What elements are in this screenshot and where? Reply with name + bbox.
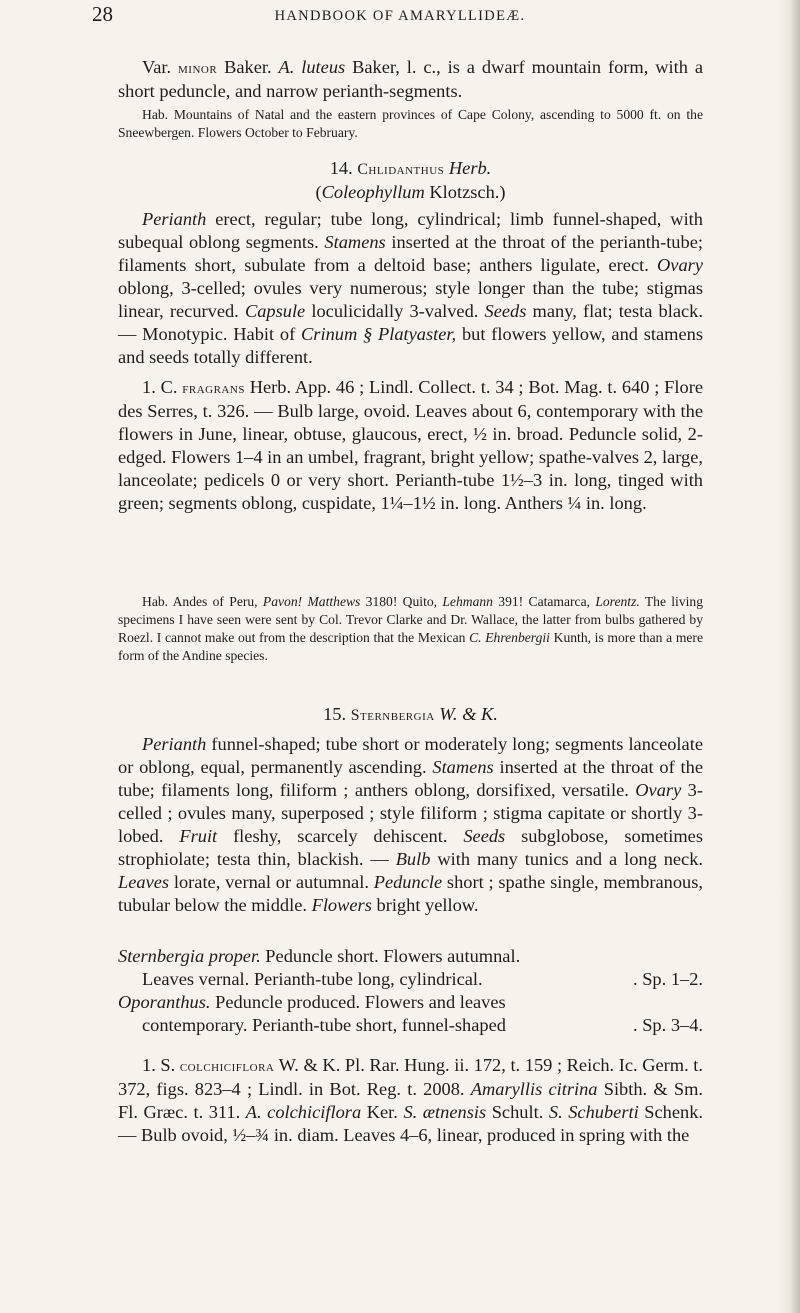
species-colchiciflora [118, 1054, 703, 1147]
genus-author: W. & K. [439, 704, 498, 724]
key-entry-2-line-2 [118, 1014, 703, 1037]
key-text: Leaves vernal. Perianth-tube long, cylindrical. [142, 969, 483, 989]
species-fragrans-habitat [118, 593, 703, 665]
description-tail: but flowers yellow, and stamens and seeds totally different. [118, 324, 704, 367]
peduncle-text: short ; spathe single, membranous, tubular below the middle. [118, 872, 703, 915]
hab-text-2: 3180! Quito, [365, 594, 438, 609]
bulb-label: Bulb [395, 849, 431, 869]
habitat-text: Hab. Mountains of Natal and the eastern provinces of Cape Colony, ascending to 5000 ft. on the Sneewbergen. Flowers October to February. [118, 107, 703, 140]
key-text: contemporary. Perianth-tube short, funnel-shaped [142, 1015, 506, 1035]
species-ehrenbergii: C. Ehrenbergii [469, 630, 550, 645]
key-species-range: . Sp. 1–2. [633, 969, 703, 989]
stamens-text: inserted at the throat of the tube; filaments long, filiform ; anthers oblong, dorsifixed, versatile. [118, 757, 703, 800]
seeds-label: Seeds [463, 826, 506, 846]
crinum-reference: Crinum § Platyaster, [301, 324, 457, 344]
ovary-text: oblong, 3-celled; ovules very numerous; style longer than the tube; stigmas linear, recurved. [118, 278, 703, 321]
perianth-label: Perianth [142, 209, 207, 229]
key-text: Peduncle short. Flowers autumnal. [265, 946, 521, 966]
fruit-label: Fruit [179, 826, 218, 846]
key-text: Peduncle produced. Flowers and leaves [215, 992, 506, 1012]
species-text-4: Schult. [491, 1102, 544, 1122]
collector-lehmann: Lehmann [442, 594, 493, 609]
flowers-text: bright yellow. [376, 895, 479, 915]
hab-text-3: 391! Catamarca, [498, 594, 591, 609]
bulb-text: with many tunics and a long neck. [437, 849, 704, 869]
collector-pavon: Pavon! [262, 594, 303, 609]
hab-text-1: Hab. Andes of Peru, [142, 594, 258, 609]
species-number: 1. S. [142, 1055, 176, 1075]
var-author: Baker. [224, 57, 272, 77]
ovary-text: 3-celled ; ovules many, superposed ; style filiform ; stigma capitate or shortly 3-lobed. [118, 780, 703, 846]
genus-15-description [118, 733, 703, 917]
synonym-s-aetnensis: S. ætnensis [403, 1102, 487, 1122]
page-number: 28 [92, 2, 113, 26]
genus-15-heading [118, 703, 703, 727]
genus-name: Chlidanthus [357, 161, 445, 178]
perianth-text: funnel-shaped; tube short or moderately long; segments lanceolate or oblong, equal, permanently ascending. [118, 734, 703, 777]
key-species-range: . Sp. 3–4. [633, 1015, 703, 1035]
species-text-2: Sibth. & Sm. Fl. Græc. t. 311. [118, 1079, 703, 1122]
perianth-text: erect, regular; tube long, cylindrical; limb funnel-shaped, with subequal oblong segments. [118, 209, 703, 252]
running-head: HANDBOOK OF AMARYLLIDEÆ. [274, 8, 526, 24]
var-text: Baker, l. c., is a dwarf mountain form, with a short peduncle, and narrow perianth-segments. [118, 57, 703, 101]
perianth-label: Perianth [142, 734, 207, 754]
section-key [118, 945, 703, 1037]
leaves-label: Leaves [118, 872, 170, 892]
key-section-name: Oporanthus. [118, 992, 211, 1012]
fruit-text: fleshy, scarcely dehiscent. [233, 826, 448, 846]
seeds-text: many, flat; testa black.— Monotypic. Habit of [118, 301, 703, 344]
synonym-s-schuberti: S. Schuberti [548, 1102, 639, 1122]
key-entry-2-line-1 [118, 991, 703, 1014]
genus-number: 14. [329, 158, 353, 178]
seeds-text: subglobose, sometimes strophiolate; testa thin, blackish. — [118, 826, 704, 869]
synonym-amaryllis-citrina: Amaryllis citrina [470, 1079, 598, 1099]
var-label: Var. [142, 57, 172, 77]
capsule-label: Capsule [244, 301, 306, 321]
stamens-label: Stamens [432, 757, 494, 777]
collector-lorentz: Lorentz. [595, 594, 640, 609]
var-synonym: A. luteus [278, 57, 346, 77]
synonym-author: Klotzsch.) [429, 182, 506, 202]
species-text-1: W. & K. Pl. Rar. Hung. ii. 172, t. 159 ; Reich. Ic. Germ. t. 372, figs. 823–4 ; Lindl. in Bot. Reg. t. 2008. [118, 1055, 704, 1099]
synonym-open: ( [315, 182, 322, 202]
species-number: 1. C. [142, 377, 178, 397]
collector-matthews: Matthews [307, 594, 361, 609]
capsule-text: loculicidally 3-valved. [311, 301, 479, 321]
synonym-a-colchiciflora: A. colchiciflora [245, 1102, 362, 1122]
key-entry-1-line-1 [118, 945, 703, 968]
genus-14-description [118, 208, 703, 369]
var-name: minor [178, 60, 218, 77]
genus-14-heading [118, 157, 703, 204]
peduncle-label: Peduncle [373, 872, 443, 892]
species-text: Herb. App. 46 ; Lindl. Collect. t. 34 ; Bot. Mag. t. 640 ; Flore des Serres, t. 326. — Bulb large, ovoid. Leaves about 6, contemporary with the flowers in June, linear, obtuse, glaucous, erect, ½ in. broad. Peduncle solid, 2-edged. Flowers 1–4 in an umbel, fragrant, bright yellow; spathe-valves 2, large, lanceolate; pedicels 0 or very short. Perianth-tube 1½–3 in. long, tinged with green; segments oblong, cuspidate, 1¼–1½ in. long. Anthers ¼ in. long. [118, 377, 703, 513]
leaves-text: lorate, vernal or autumnal. [173, 872, 369, 892]
variety-minor-habitat [118, 106, 703, 142]
ovary-label: Ovary [657, 255, 703, 275]
key-entry-1-line-2 [118, 968, 703, 991]
species-text-5: Schenk. — Bulb ovoid, ½–¾ in. diam. Leaves 4–6, linear, produced in spring with the [118, 1102, 704, 1145]
seeds-label: Seeds [484, 301, 527, 321]
species-name: colchiciflora [179, 1058, 275, 1075]
key-section-name: Sternbergia proper. [118, 946, 261, 966]
hab-text-5: Kunth, is more than a mere form of the Andine species. [118, 630, 703, 663]
species-text-3: Ker. [366, 1102, 398, 1122]
ovary-label: Ovary [635, 780, 682, 800]
genus-synonym: Coleophyllum [321, 182, 425, 202]
genus-name: Sternbergia [350, 707, 435, 724]
variety-minor-paragraph [118, 56, 703, 103]
stamens-label: Stamens [324, 232, 386, 252]
hab-text-4: The living specimens I have seen were sent by Col. Trevor Clarke and Dr. Wallace, the latter from bulbs gathered by Roezl. I cannot make out from the description that the Mexican [118, 594, 704, 645]
genus-number: 15. [323, 704, 347, 724]
flowers-label: Flowers [311, 895, 372, 915]
species-name: fragrans [182, 380, 245, 397]
stamens-text: inserted at the throat of the perianth-tube; filaments short, subulate from a deltoid base; anthers ligulate, erect. [118, 232, 703, 275]
genus-author: Herb. [448, 158, 492, 178]
species-fragrans [118, 376, 703, 515]
